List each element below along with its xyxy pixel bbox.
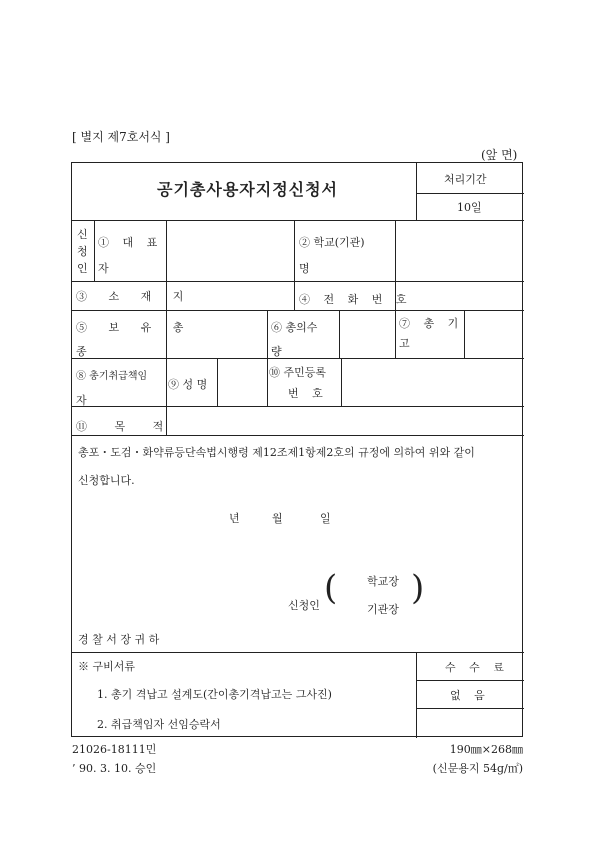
resident-number-label: ⑩ 주민등록 — [269, 366, 327, 379]
rule — [217, 358, 218, 406]
rule — [267, 310, 268, 358]
rule — [72, 406, 524, 407]
rule — [166, 220, 167, 281]
gun-quantity-label: ⑥ 총의수 — [271, 321, 318, 334]
rule — [72, 281, 524, 282]
resident-number-label-cont: 번 호 — [288, 387, 328, 400]
purpose-label-text: ⑪ 목 적 — [76, 420, 176, 433]
rule — [72, 435, 524, 436]
rule — [339, 310, 340, 358]
applicant-label-char: 신 — [77, 228, 88, 241]
rule — [72, 310, 524, 311]
approval-date: ’ 90. 3. 10. 승인 — [72, 762, 157, 775]
processing-period-value: 10일 — [457, 201, 482, 214]
rule — [94, 220, 95, 281]
rule — [416, 652, 417, 738]
rule — [341, 358, 342, 406]
rule — [416, 193, 524, 194]
required-doc: 1. 총기 격납고 설계도(간이총기격납고는 그사진) — [97, 688, 332, 701]
left-paren: ( — [324, 568, 338, 608]
rule — [72, 220, 524, 221]
required-docs-title: ※ 구비서류 — [78, 660, 136, 673]
phone-label: ④ 전 화 번 호 — [299, 293, 412, 306]
date-day: 일 — [320, 512, 331, 525]
addressee: 경 찰 서 장 귀 하 — [78, 633, 160, 646]
rule — [72, 652, 524, 653]
front-side-label: (앞 면) — [481, 148, 518, 162]
rule — [395, 310, 396, 358]
applicant-label-char: 인 — [77, 262, 88, 275]
representative-label: ① 대 표 — [98, 236, 163, 249]
representative-label-cont: 자 — [98, 262, 109, 275]
statement-line: 신청합니다. — [78, 474, 135, 487]
rule — [166, 358, 167, 406]
annex-label: [ 별지 제7호서식 ] — [72, 130, 170, 144]
fee-label: 수 수 료 — [445, 661, 509, 674]
handler-label-cont: 자 — [76, 394, 87, 407]
purpose-label — [76, 420, 175, 434]
gun-quantity-label-cont: 량 — [271, 345, 282, 358]
right-paren: ) — [411, 568, 425, 608]
gun-type-label-cont: 종 — [76, 345, 87, 358]
processing-period-label: 처리기간 — [444, 173, 487, 186]
form-number: 21026-18111민 — [72, 743, 157, 756]
applicant-sign-label: 신청인 — [288, 599, 320, 612]
date-month: 월 — [272, 512, 283, 525]
address-label: ③ 소 재 지 — [76, 290, 193, 303]
name-label: ⑨ 성 명 — [168, 378, 208, 391]
applicant-label-char: 청 — [77, 245, 88, 258]
school-head: 학교장 — [367, 575, 399, 588]
school-name-label: ② 학교(기관) — [299, 236, 365, 249]
application-form — [71, 162, 523, 737]
gun-storage-label-cont: 고 — [399, 337, 410, 350]
rule — [267, 358, 268, 406]
rule — [416, 708, 524, 709]
handler-label: ⑧ 총기취급책임 — [76, 371, 148, 382]
form-title: 공기총사용자지정신청서 — [157, 180, 339, 199]
paper-size: 190㎜×268㎜ — [449, 743, 523, 756]
gun-type-label: ⑤ 보 유 총 — [76, 321, 193, 334]
paper-type: (신문용지 54g/㎡) — [432, 762, 523, 775]
date-year: 년 — [229, 512, 240, 525]
gun-storage-label: ⑦ 총 기 — [399, 317, 464, 330]
statement-line: 총포・도검・화약류등단속법시행령 제12조제1항제2호의 규정에 의하여 위와 같이 — [78, 446, 475, 459]
rule — [416, 163, 417, 220]
school-name-label-cont: 명 — [299, 262, 310, 275]
rule — [72, 358, 524, 359]
fee-value: 없 음 — [450, 689, 490, 702]
rule — [294, 220, 295, 310]
agency-head: 기관장 — [367, 603, 399, 616]
required-doc: 2. 취급책임자 선임승락서 — [97, 718, 221, 731]
rule — [464, 310, 465, 358]
rule — [416, 680, 524, 681]
